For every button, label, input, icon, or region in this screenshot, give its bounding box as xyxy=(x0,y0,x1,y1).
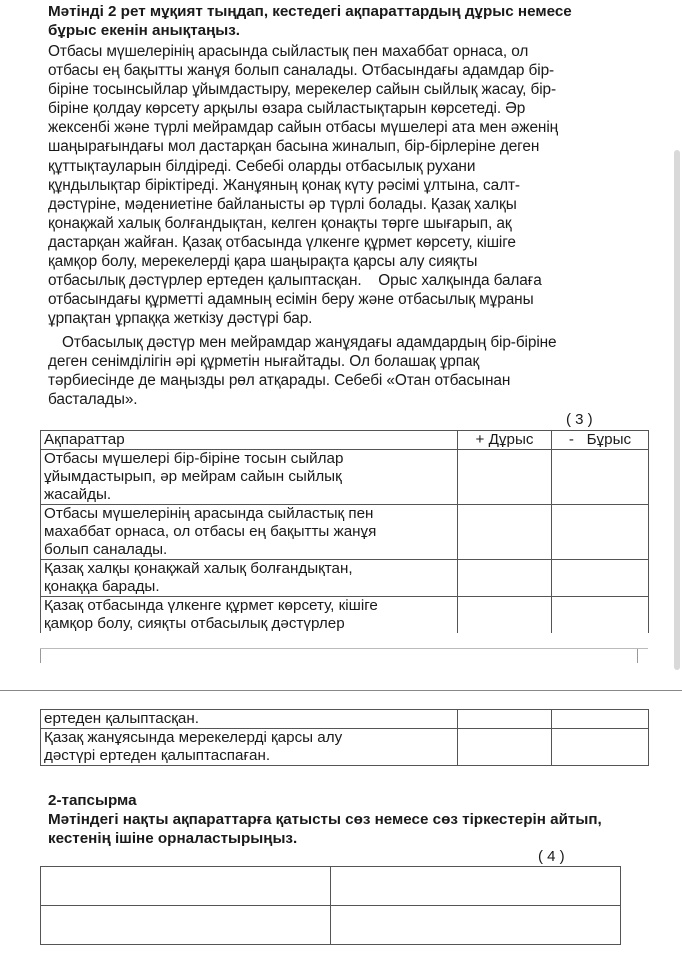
table-row xyxy=(41,867,621,906)
column-header-false: - Бұрыс xyxy=(552,431,649,450)
scrollbar[interactable] xyxy=(674,150,680,670)
false-answer-cell[interactable] xyxy=(552,450,649,505)
instruction-line: бұрыс екенін анықтаңыз. xyxy=(48,22,241,39)
table-row xyxy=(41,560,649,597)
column-header-info: Ақпараттар xyxy=(41,431,458,450)
answer-cell[interactable] xyxy=(41,867,331,906)
statement-line: махаббат орнаса, ол отбасы ең бақытты жанұя xyxy=(44,523,377,540)
text-line: Отбасылық дәстүр мен мейрамдар жанұядағы адамдардың бір-біріне xyxy=(62,334,557,351)
table-row xyxy=(41,710,649,729)
false-answer-cell[interactable] xyxy=(552,597,649,634)
true-false-table-continued xyxy=(40,709,649,766)
statement-cell xyxy=(41,450,458,505)
false-answer-cell[interactable] xyxy=(552,710,649,729)
statement-cell xyxy=(41,505,458,560)
page-break-tick xyxy=(637,649,638,663)
false-answer-cell[interactable] xyxy=(552,505,649,560)
text-line: тәрбиесінде де маңызды рөл атқарады. Себебі «Отан отбасынан xyxy=(48,372,511,390)
statement-line: Қазақ жанұясында мерекелерді қарсы алу xyxy=(44,729,343,746)
column-header-true: + Дұрыс xyxy=(458,431,552,450)
score-label-1: ( 3 ) xyxy=(566,411,593,428)
statement-line: ұйымдастырып, әр мейрам сайын сыйлық xyxy=(44,468,342,485)
text-line: дәстүріне, мәдениетіне байланысты әр түрлі болады. Қазақ халқы xyxy=(48,195,517,213)
page-break-line xyxy=(0,690,682,691)
statement-line: қамқор болу, сияқты отбасылық дәстүрлер xyxy=(44,615,345,632)
table-row xyxy=(41,597,649,634)
statement-line: Отбасы мүшелерінің арасында сыйластық пен xyxy=(44,505,374,522)
text-line: құттықтауларын білдіреді. Себебі оларды отбасылық рухани xyxy=(48,157,476,175)
text-line: біріне тосынсыйлар ұйымдастыру, мерекелер сайын сыйлық жасау, бір- xyxy=(48,81,556,99)
statement-line: Отбасы мүшелері бір-біріне тосын сыйлар xyxy=(44,450,344,467)
text-line: отбасындағы құрметті адамның есімін беру және отбасылық мұраны xyxy=(48,291,534,309)
statement-line: дәстүрі ертеден қалыптаспаған. xyxy=(44,747,271,764)
table-row xyxy=(41,729,649,766)
page-break-line xyxy=(40,648,648,649)
answer-cell[interactable] xyxy=(331,906,621,945)
text-line: дастарқан жайған. Қазақ отбасында үлкенге құрмет көрсету, кішіге xyxy=(48,233,516,251)
statement-line: ертеден қалыптасқан. xyxy=(44,710,199,727)
text-line: құндылықтар біріктіреді. Жанұяның қонақ күту рәсімі ұлтына, салт- xyxy=(48,176,520,194)
table-header-row xyxy=(41,431,649,450)
instruction-line: кестенің ішіне орналастырыңыз. xyxy=(48,830,298,847)
text-line: ұрпақтан ұрпаққа жеткізу дәстүрі бар. xyxy=(48,310,313,328)
statement-line: Қазақ халқы қонақжай халық болғандықтан, xyxy=(44,560,353,577)
answer-table xyxy=(40,866,621,945)
text-line: деген сенімділігін әрі құрметін нығайтады. Ол болашақ ұрпақ xyxy=(48,353,480,371)
instruction-line: Мәтіндегі нақты ақпараттарға қатысты сөз немесе сөз тіркестерін айтып, xyxy=(48,811,602,828)
text-line: басталады». xyxy=(48,391,138,409)
answer-cell[interactable] xyxy=(41,906,331,945)
statement-cell xyxy=(41,729,458,766)
true-answer-cell[interactable] xyxy=(458,710,552,729)
table-row xyxy=(41,505,649,560)
instruction-line: Мәтінді 2 рет мұқият тыңдап, кестедегі ақпараттардың дұрыс немесе xyxy=(48,3,572,20)
table-row xyxy=(41,450,649,505)
page-break-gap xyxy=(0,653,682,693)
reading-paragraph-2 xyxy=(48,333,636,409)
true-answer-cell[interactable] xyxy=(458,729,552,766)
statement-line: болып саналады. xyxy=(44,541,168,558)
statement-cell xyxy=(41,560,458,597)
true-false-table xyxy=(40,430,649,633)
true-answer-cell[interactable] xyxy=(458,560,552,597)
text-line: отбасы ең бақытты жанұя болып саналады. Отбасындағы адамдар бір- xyxy=(48,62,555,80)
statement-line: жасайды. xyxy=(44,486,112,503)
statement-cell xyxy=(41,597,458,634)
text-line: Отбасы мүшелерінің арасында сыйластық пен махаббат орнаса, ол xyxy=(48,43,529,60)
true-answer-cell[interactable] xyxy=(458,505,552,560)
false-answer-cell[interactable] xyxy=(552,560,649,597)
score-label-2: ( 4 ) xyxy=(538,848,565,865)
text-line: отбасылық дәстүрлер ертеден қалыптасқан. Орыс халқында балаға xyxy=(48,272,542,290)
task2-instruction xyxy=(48,791,648,848)
table-row xyxy=(41,906,621,945)
statement-cell xyxy=(41,710,458,729)
false-answer-cell[interactable] xyxy=(552,729,649,766)
text-line: шаңырағындағы мол дастарқан басына жиналып, бір-бірлеріне деген xyxy=(48,138,540,156)
text-line: біріне қолдау көрсету арқылы өзара сыйластықтарын көрсетеді. Әр xyxy=(48,100,526,118)
statement-line: Қазақ отбасында үлкенге құрмет көрсету, кішіге xyxy=(44,597,378,614)
task2-title: 2-тапсырма xyxy=(48,792,137,809)
reading-paragraph-1 xyxy=(48,42,636,328)
task1-instruction xyxy=(48,2,648,40)
answer-cell[interactable] xyxy=(331,867,621,906)
statement-line: қонаққа барады. xyxy=(44,578,160,595)
page-break-tick xyxy=(40,649,41,663)
text-line: қамқор болу, мерекелерді қара шаңырақта қарсы алу сияқты xyxy=(48,253,478,271)
true-answer-cell[interactable] xyxy=(458,450,552,505)
text-line: жексенбі және түрлі мейрамдар сайын отбасы мүшелері ата мен әженің xyxy=(48,119,559,137)
text-line: қонақжай халық болғандықтан, келген қонақты төрге шығарып, ақ xyxy=(48,214,512,232)
true-answer-cell[interactable] xyxy=(458,597,552,634)
